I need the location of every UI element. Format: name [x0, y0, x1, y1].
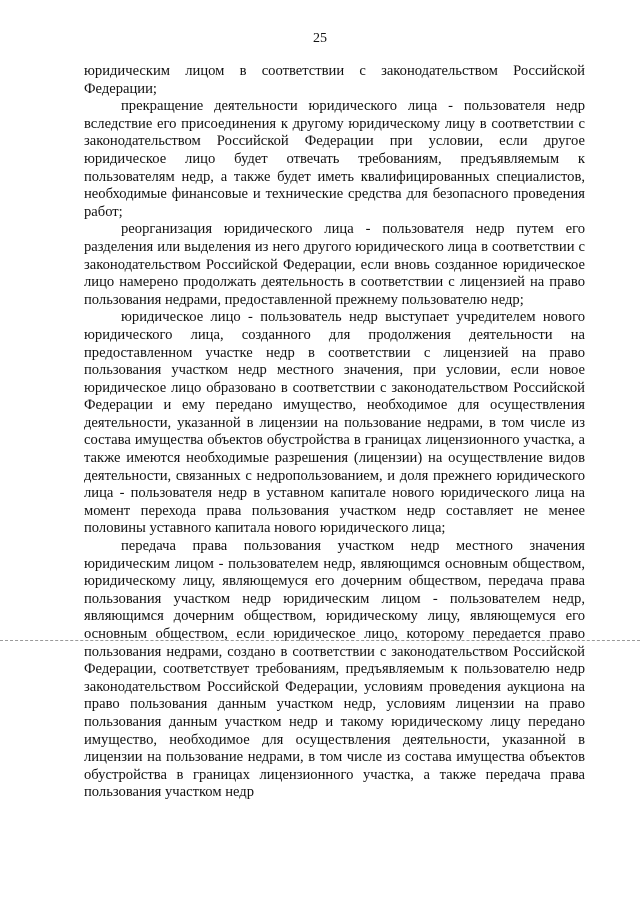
- paragraph-continuation: юридическим лицом в соответствии с законодательством Российской Федерации;: [84, 63, 585, 97]
- document-body: [84, 63, 585, 802]
- paragraph: передача права пользования участком недр местного значения юридическим лицом - пользователем недр, являющимся основным обществом, юридическому лицу, являющемуся его дочерним обществом, передача права пользования участком недр юридическим лицом - пользователем недр, являющимся дочерним обществом, юридическому лицу, являющемуся его основным обществом, если юридическое лицо, которому передается право пользования недрами, создано в соответствии с законодательством Российской Федерации, соответствует требованиям, предъявляемым к пользователю недр законодательством Российской Федерации, условиям проведения аукциона на право пользования данным участком недр, условиям лицензии на право пользования данным участком недр и такому юридическому лицу передано имущество, необходимое для осуществления деятельности, указанной в лицензии на пользование недрами, в том числе из состава имущества объектов обустройства в границах лицензионного участка, а также передача права пользования участком недр: [84, 538, 585, 801]
- paragraph: реорганизация юридического лица - пользователя недр путем его разделения или выделения из него другого юридического лица в соответствии с законодательством Российской Федерации, если вновь созданное юридическое лицо намерено продолжать деятельность в соответствии с лицензией на право пользования недрами, предоставленной прежнему пользователю недр;: [84, 221, 585, 308]
- scan-fold-line: [0, 640, 640, 641]
- paragraph: прекращение деятельности юридического лица - пользователя недр вследствие его присоединения к другому юридическому лицу в соответствии с законодательством Российской Федерации при условии, если другое юридическое лицо будет отвечать требованиям, предъявляемым к пользователям недр, а также будет иметь квалифицированных специалистов, необходимые финансовые и технические средства для безопасного проведения работ;: [84, 98, 585, 220]
- paragraph: юридическое лицо - пользователь недр выступает учредителем нового юридического лица, созданного для продолжения деятельности на предоставленном участке недр в соответствии с лицензией на право пользования участком недр местного значения, при условии, если новое юридическое лицо образовано в соответствии с законодательством Российской Федерации и ему передано имущество, необходимое для осуществления деятельности, указанной в лицензии на пользование недрами, в том числе из состава имущества объектов обустройства в границах лицензионного участка, а также имеются необходимые разрешения (лицензии) на осуществление видов деятельности, связанных с недропользованием, и доля прежнего юридического лица - пользователя недр в уставном капитале нового юридического лица на момент перехода права пользования участком недр составляет не менее половины уставного капитала нового юридического лица;: [84, 309, 585, 537]
- page-number: 25: [313, 31, 327, 46]
